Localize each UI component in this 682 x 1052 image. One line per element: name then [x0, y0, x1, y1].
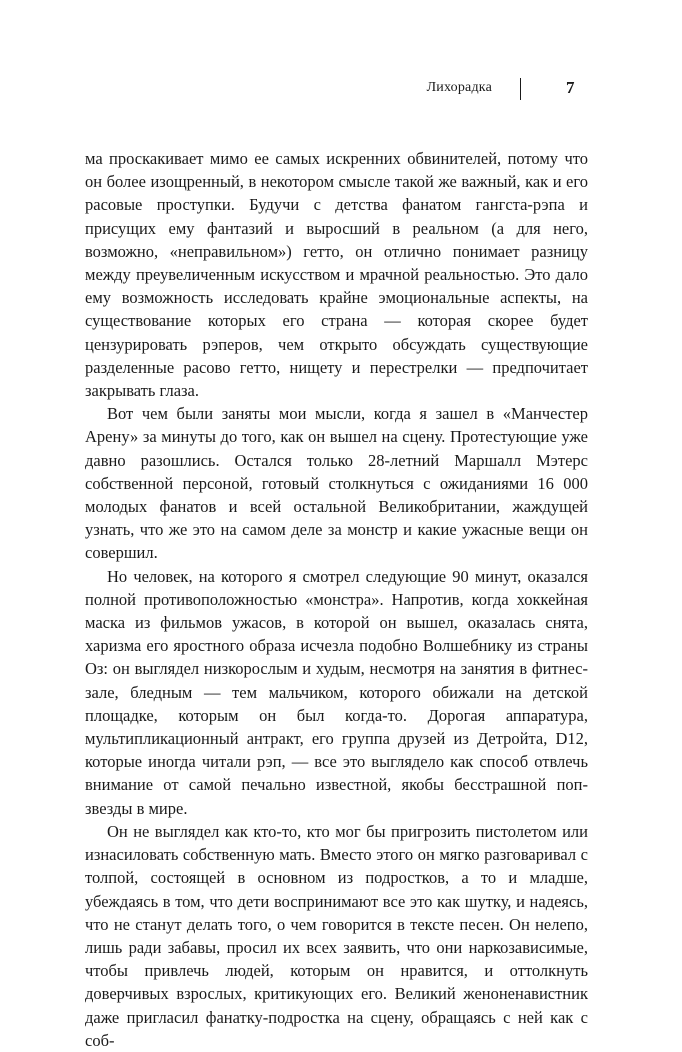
- paragraph-4: Он не выглядел как кто-то, кто мог бы пригрозить пистолетом или изнасиловать собственную мать. Вместо этого он мягко разговаривал с толпой, состоящей в основном из подростков, а то и младше, убеждаясь в том, что дети воспринимают все это как шутку, и надеясь, что не станут делать того, о чем говорится в тексте песен. Он нелепо, лишь ради забавы, просил их всех заявить, что они наркозависимые, чтобы привлечь людей, которым он нравится, и оттолкнуть доверчивых взрослых, критикующих его. Великий женоненавистник даже пригласил фанатку-подростка на сцену, обращаясь с ней как с соб-: [85, 821, 588, 1050]
- paragraph-2: Вот чем были заняты мои мысли, когда я зашел в «Манчестер Арену» за минуты до того, как он вышел на сцену. Протестующие уже давно разошлись. Остался только 28-летний Маршалл Мэтерс собственной персоной, готовый столкнуться с ожиданиями 16 000 молодых фанатов и всей остальной Великобритании, жаждущей узнать, что же это на самом деле за монстр и какие ужасные вещи он совершил.: [85, 404, 588, 563]
- page-number: 7: [566, 78, 575, 97]
- paragraph-1: ма проскакивает мимо ее самых искренних обвинителей, потому что он более изощренный, в некотором смысле такой же важный, как и его расовые проступки. Будучи с детства фанатом гангста-рэпа и присущих ему фантазий и выросший в реальном (а для него, возможно, «неправильном») гетто, он отлично понимает разницу между преувеличенным искусством и мрачной реальностью. Это дало ему возможность исследовать крайне эмоциональные аспекты, на существование которых его страна — которая скорее будет цензурировать рэперов, чем открыто обсуждать существующие разделенные расово гетто, нищету и перестрелки — предпочитает закрывать глаза.: [85, 149, 588, 401]
- body-text: [85, 147, 588, 1052]
- running-header: [0, 78, 682, 102]
- header-divider: [520, 78, 521, 100]
- running-title: Лихорадка: [426, 80, 492, 95]
- paragraph-3: Но человек, на которого я смотрел следующие 90 минут, оказался полной противоположностью «монстра». Напротив, когда хоккейная маска из фильмов ужасов, в которой он вышел, оказалась снята, харизма его яростного образа исчезла подобно Волшебнику из страны Оз: он выглядел низкорослым и худым, несмотря на занятия в фитнес-зале, бледным — тем мальчиком, которого обижали на детской площадке, которым он был когда-то. Дорогая аппаратура, мультипликационный антракт, его группа друзей из Детройта, D12, которые иногда читали рэп, — все это выглядело как способ отвлечь внимание от самой печально известной, якобы бесстрашной поп-звезды в мире.: [85, 566, 588, 818]
